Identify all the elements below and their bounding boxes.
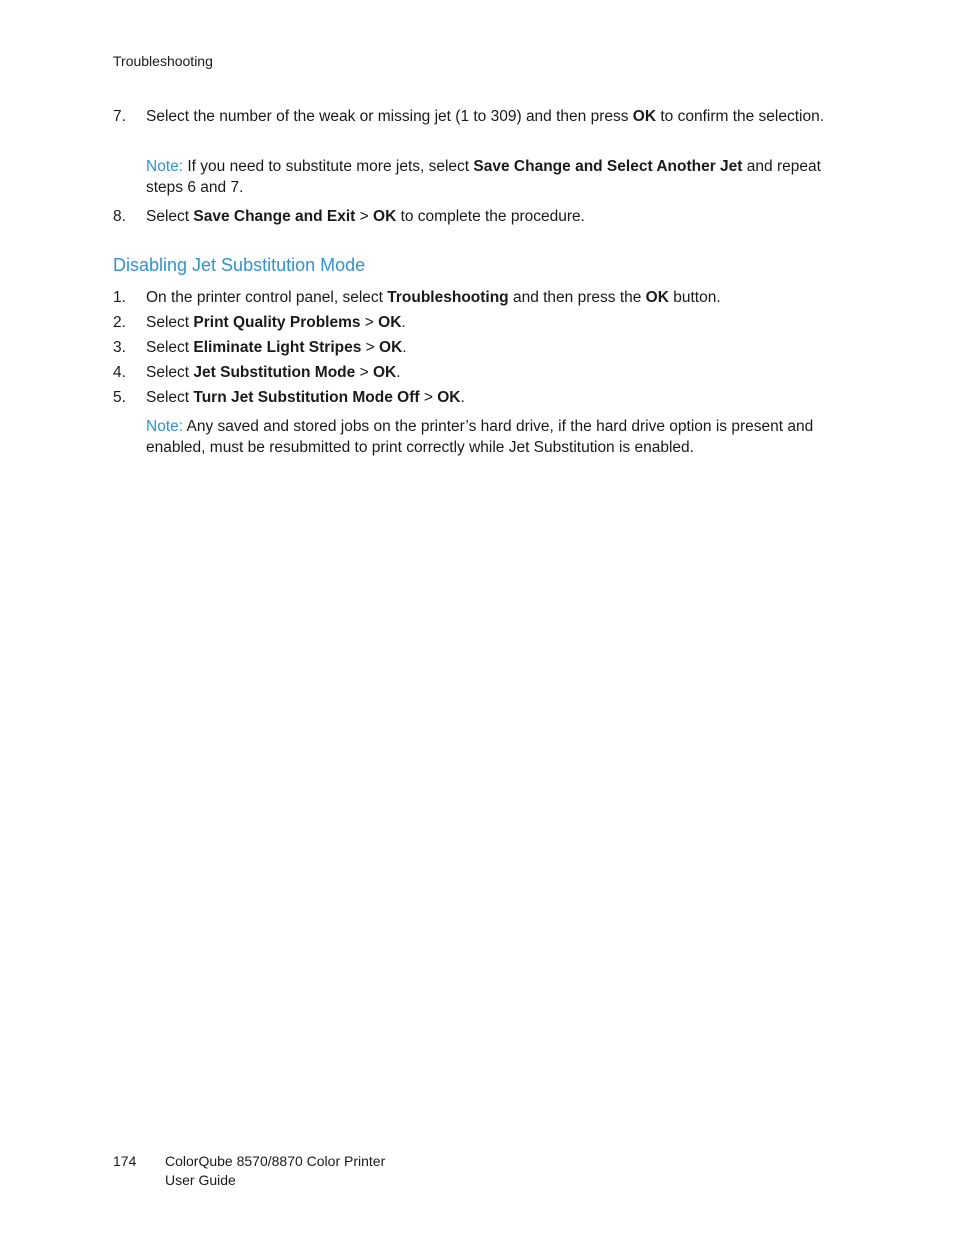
step-number: 2. bbox=[113, 314, 126, 331]
step-number: 5. bbox=[113, 389, 126, 406]
note-label: Note: bbox=[146, 418, 184, 435]
page-number: 174 bbox=[113, 1153, 137, 1169]
step-5 bbox=[113, 388, 853, 409]
step-text: Select Print Quality Problems > OK. bbox=[146, 314, 406, 331]
step-text: Select Turn Jet Substitution Mode Off > OK. bbox=[146, 389, 465, 406]
step-8 bbox=[113, 207, 853, 228]
step-number: 1. bbox=[113, 289, 126, 306]
step-text: Select the number of the weak or missing jet (1 to 309) and then press OK to confirm the selection. bbox=[146, 108, 825, 125]
step-text: Select Eliminate Light Stripes > OK. bbox=[146, 339, 407, 356]
step-4 bbox=[113, 363, 853, 384]
step-text: Select Save Change and Exit > OK to complete the procedure. bbox=[146, 208, 585, 225]
step-number: 3. bbox=[113, 339, 126, 356]
note-more-jets: Note: If you need to substitute more jets, select Save Change and Select Another Jet and repeat steps 6 and 7. bbox=[146, 158, 821, 196]
note-saved-jobs: Note: Any saved and stored jobs on the printer’s hard drive, if the hard drive option is present and enabled, must be resubmitted to print correctly while Jet Substitution is enabled. bbox=[146, 418, 814, 456]
product-name: ColorQube 8570/8870 Color Printer bbox=[165, 1153, 386, 1169]
step-number: 8. bbox=[113, 208, 126, 225]
step-number: 4. bbox=[113, 364, 126, 381]
section-heading: Disabling Jet Substitution Mode bbox=[113, 255, 366, 275]
step-number: 7. bbox=[113, 108, 126, 125]
note-label: Note: bbox=[146, 158, 184, 175]
step-text: On the printer control panel, select Troubleshooting and then press the OK button. bbox=[146, 289, 721, 306]
step-1 bbox=[113, 288, 853, 309]
step-text: Select Jet Substitution Mode > OK. bbox=[146, 364, 401, 381]
step-7 bbox=[113, 107, 853, 128]
doc-name: User Guide bbox=[165, 1172, 236, 1188]
footer-title bbox=[165, 1152, 385, 1190]
step-3 bbox=[113, 338, 853, 359]
running-header: Troubleshooting bbox=[113, 53, 213, 69]
step-2 bbox=[113, 313, 853, 334]
